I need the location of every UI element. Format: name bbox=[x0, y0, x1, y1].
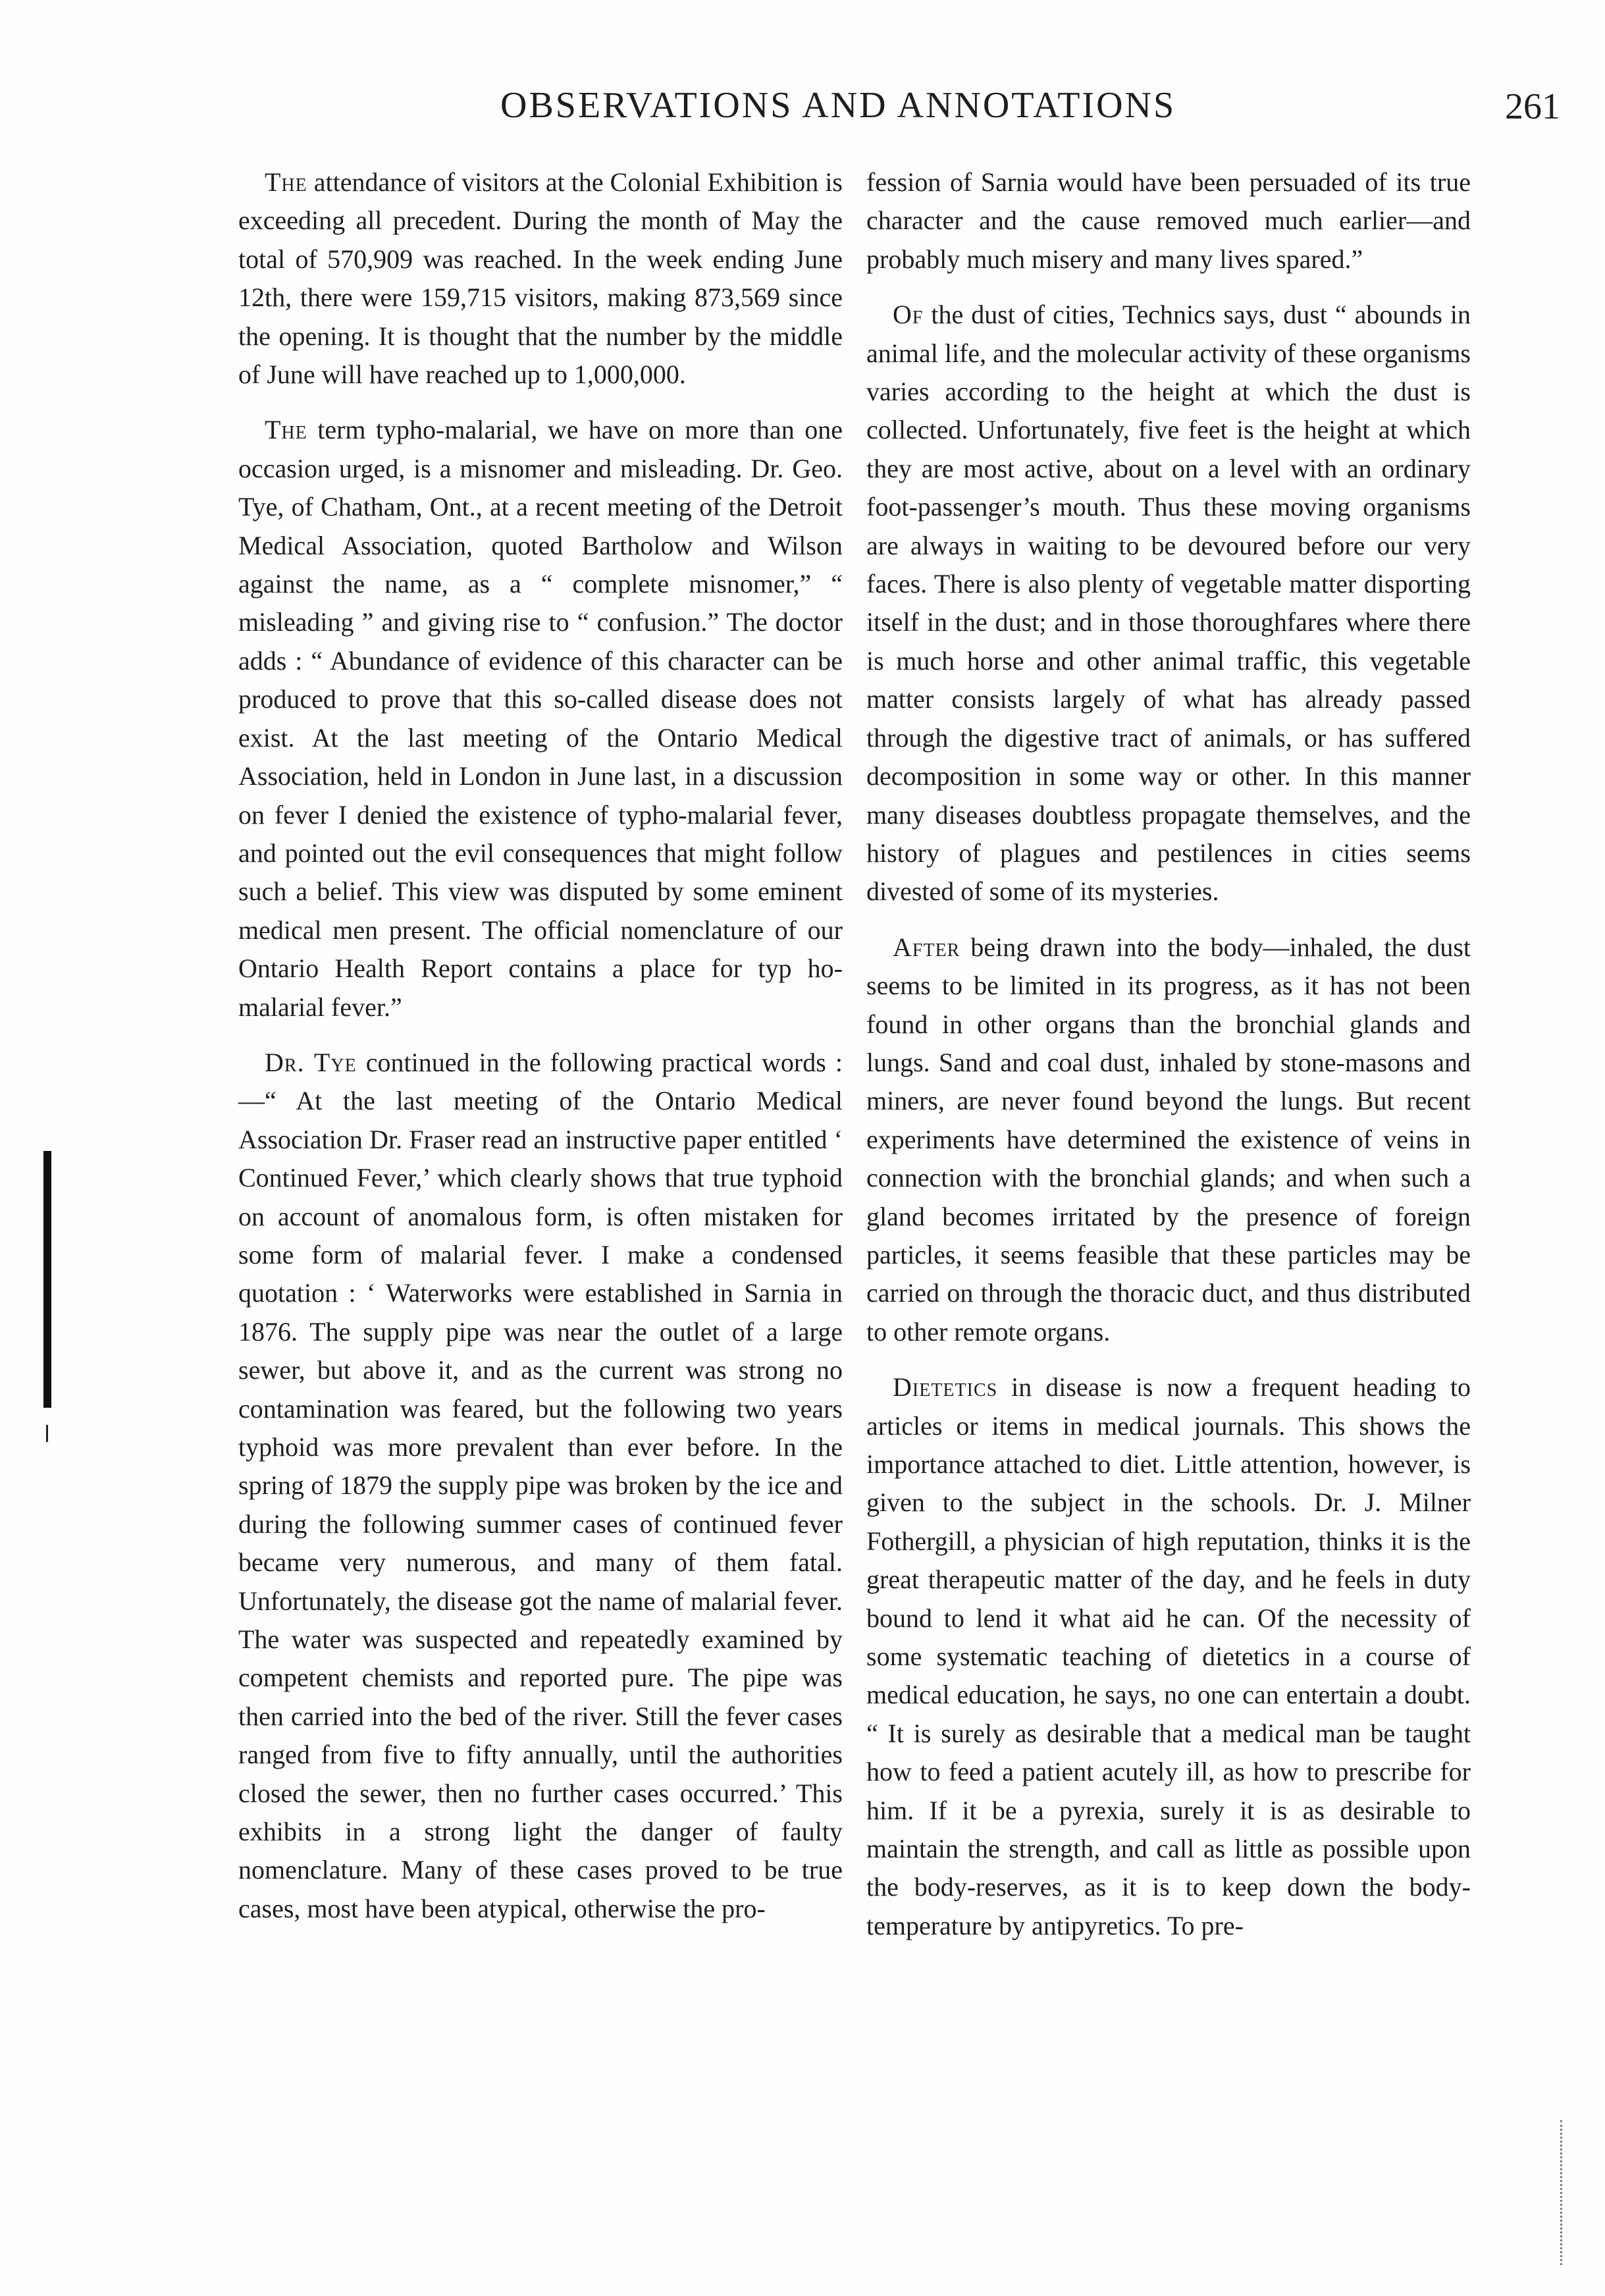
paragraph-lead: Of bbox=[893, 300, 924, 330]
running-head: OBSERVATIONS AND ANNOTATIONS bbox=[500, 85, 1176, 126]
paragraph-continuation bbox=[866, 163, 1471, 279]
paragraph-typho-malarial bbox=[238, 411, 843, 1027]
page-number: 261 bbox=[1505, 86, 1560, 127]
paragraph-exhibition-attendance bbox=[238, 163, 843, 394]
left-column bbox=[238, 163, 843, 1945]
paragraph-dr-tye bbox=[238, 1044, 843, 1928]
paragraph-lead: The bbox=[265, 415, 307, 445]
paragraph-text: the dust of cities, Technics says, dust “ abounds in animal life, and the molecular activity of these organisms varies according to the height at which the dust is collected. Unfortunately, five feet is the height at which they are most active, about on a level with an ordinary foot-passenger’s mouth. Thus these moving organisms are always in waiting to be devoured before our very faces. There is also plenty of vegetable matter disporting itself in the dust; and in those thoroughfares where there is much horse and other animal traffic, this vegetable matter consists largely of what has already passed through the digestive tract of animals, or has suffered decomposition in some way or other. In this manner many diseases doubtless propagate themselves, and the history of plagues and pestilences in cities seems divested of some of its mysteries. bbox=[866, 300, 1471, 907]
scan-margin-mark bbox=[43, 1151, 51, 1408]
paragraph-text: in disease is now a frequent heading to articles or items in medical journals. This shows the importance attached to diet. Little attention, however, is given to the subject in the schools. Dr. J. Milner Fothergill, a physician of high reputation, thinks it is the great therapeutic matter of the day, and he feels in duty bound to lend it what aid he can. Of the necessity of some systematic teaching of dietetics in a course of medical education, he says, no one can entertain a doubt. “ It is surely as desirable that a medical man be taught how to feed a patient acutely ill, as how to prescribe for him. If it be a pyrexia, surely it is as desirable to maintain the strength, and call as little as possible upon the body-reserves, as it is to keep down the body-temperature by antipyretics. To pre- bbox=[866, 1372, 1471, 1940]
paragraph-lead: Dietetics bbox=[893, 1372, 998, 1402]
right-column bbox=[866, 163, 1471, 1962]
paragraph-text: term typho-malarial, we have on more than one occasion urged, is a misnomer and misleading. Dr. Geo. Tye, of Chatham, Ont., at a recent meeting of the Detroit Medical Association, quoted Bartholow and Wilson against the name, as a “ complete misnomer,” “ misleading ” and giving rise to “ confusion.” The doctor adds : “ Abundance of evidence of this character can be produced to prove that this so-called disease does not exist. At the last meeting of the Ontario Medical Association, held in London in June last, in a discussion on fever I denied the existence of typho-malarial fever, and pointed out the evil consequences that might follow such a belief. This view was disputed by some eminent medical men present. The official nomenclature of our Ontario Health Report contains a place for typ ho-malarial fever.” bbox=[238, 415, 843, 1022]
paragraph-lead: After bbox=[893, 932, 960, 962]
paragraph-text: attendance of visitors at the Colonial Exhibition is exceeding all precedent. During the month of May the total of 570,909 was reached. In the week ending June 12th, there were 159,715 visitors, making 873,569 since the opening. It is thought that the number by the middle of June will have reached up to 1,000,000. bbox=[238, 167, 843, 390]
scan-margin-tick bbox=[46, 1425, 48, 1442]
paragraph-text: being drawn into the body—inhaled, the dust seems to be limited in its progress, as it has not been found in other organs than the bronchial glands and lungs. Sand and coal dust, inhaled by stone-masons and miners, are never found beyond the lungs. But recent experiments have determined the existence of veins in connection with the bronchial glands; and when such a gland becomes irritated by the presence of foreign particles, it seems feasible that these particles may be carried on through the thoracic duct, and thus distributed to other remote organs. bbox=[866, 932, 1471, 1347]
paragraph-inhaled-dust bbox=[866, 928, 1471, 1351]
paragraph-dust-of-cities bbox=[866, 296, 1471, 911]
paragraph-lead: The bbox=[265, 167, 307, 197]
paragraph-text: fession of Sarnia would have been persuaded of its true character and the cause removed much earlier—and probably much misery and many lives spared.” bbox=[866, 167, 1471, 274]
paragraph-text: continued in the following practical words :—“ At the last meeting of the Ontario Medical Association Dr. Fraser read an instructive paper entitled ‘ Continued Fever,’ which clearly shows that true typhoid on account of anomalous form, is often mistaken for some form of malarial fever. I make a condensed quotation : ‘ Waterworks were established in Sarnia in 1876. The supply pipe was near the outlet of a large sewer, but above it, and as the current was strong no contamination was feared, but the following two years typhoid was more prevalent than ever before. In the spring of 1879 the supply pipe was broken by the ice and during the following summer cases of continued fever became very numerous, and many of them fatal. Unfortunately, the disease got the name of malarial fever. The water was suspected and repeatedly examined by competent chemists and reported pure. The pipe was then carried into the bed of the river. Still the fever cases ranged from five to fifty annually, until the authorities closed the sewer, then no further cases occurred.’ This exhibits in a strong light the danger of faulty nomenclature. Many of these cases proved to be true cases, most have been atypical, otherwise the pro- bbox=[238, 1047, 843, 1923]
paragraph-lead: Dr. Tye bbox=[265, 1047, 357, 1077]
paragraph-dietetics bbox=[866, 1368, 1471, 1945]
scan-edge-dots bbox=[1560, 2120, 1564, 2265]
